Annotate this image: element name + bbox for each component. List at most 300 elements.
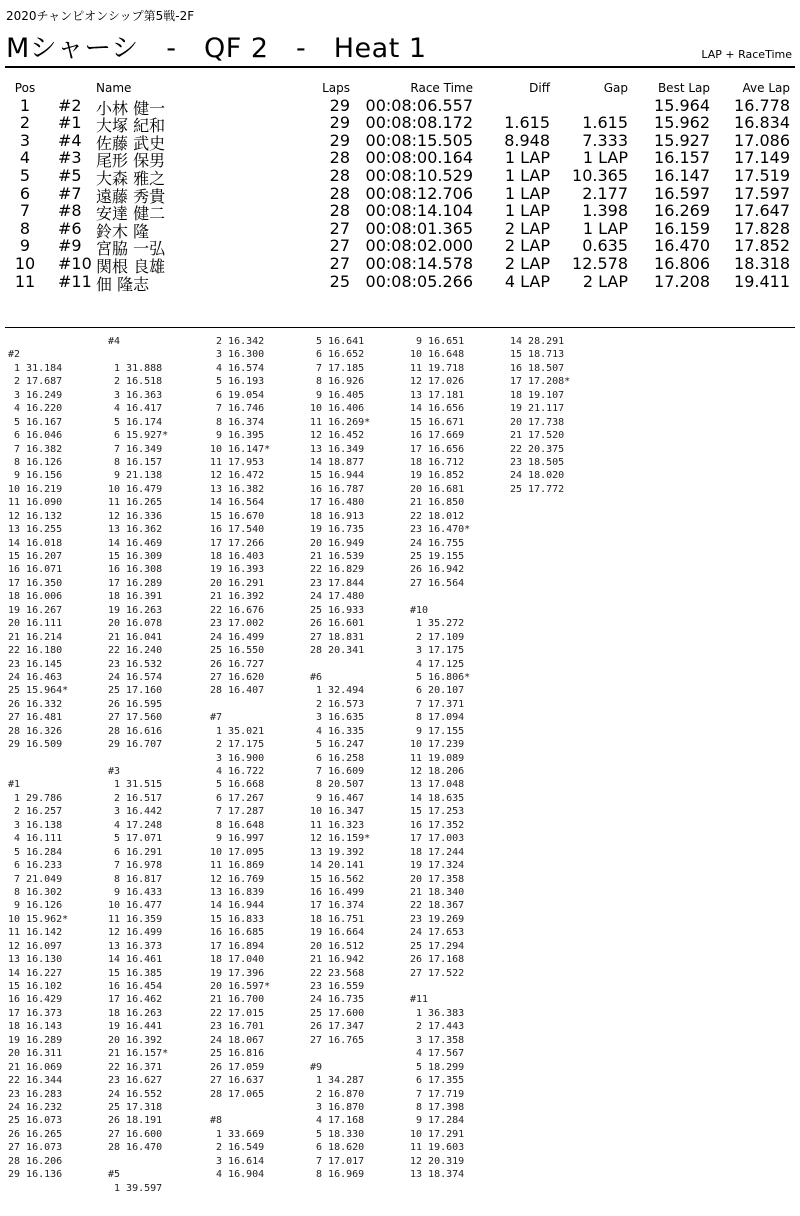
lap-line: 8 16.969 (310, 1169, 365, 1181)
lap-line: 7 16.746 (210, 403, 265, 415)
lap-line: 12 16.452 (310, 430, 365, 442)
result-row (0, 271, 800, 294)
lap-line: 11 19.089 (410, 752, 465, 764)
lap-line: 16 16.071 (8, 564, 63, 576)
lap-line: 29 16.707 (108, 739, 163, 751)
lap-line: 7 17.185 (310, 362, 365, 374)
lap-line: 21 16.942 (310, 954, 365, 966)
lap-times-section (0, 335, 800, 1210)
lap-line: 15 16.671 (410, 416, 465, 428)
lap-line: 10 17.095 (210, 846, 265, 858)
lap-line: 15 16.385 (108, 967, 163, 979)
lap-line: 25 16.933 (310, 604, 365, 616)
lap-line (410, 980, 470, 993)
result-best: 16.157 (654, 148, 710, 168)
lap-line: 5 17.071 (108, 833, 163, 845)
lap-line: 6 16.291 (108, 846, 163, 858)
lap-line: 21 16.392 (210, 591, 265, 603)
lap-line: 16 16.454 (108, 981, 163, 992)
lap-line: 11 16.359 (108, 913, 163, 925)
lap-line: 5 18.299 (410, 1061, 465, 1073)
lap-line: #10 (410, 604, 429, 616)
lap-line: 21 16.041 (108, 631, 163, 643)
result-time: 00:08:05.266 (365, 271, 473, 291)
result-best: 16.597 (654, 183, 710, 203)
lap-line: 25 15.964* (8, 685, 69, 697)
result-best: 15.962 (654, 113, 710, 133)
lap-line: 27 16.600 (108, 1128, 163, 1140)
lap-line: 5 16.806* (410, 671, 471, 683)
lap-line: 25 17.318 (108, 1101, 163, 1113)
lap-line: 10 16.648 (410, 349, 465, 361)
lap-line: 2 17.443 (410, 1021, 465, 1033)
lap-line: 20 16.597* (210, 981, 271, 992)
lap-line: 24 16.755 (410, 537, 465, 549)
result-diff: 1 LAP (504, 201, 550, 221)
lap-line: 15 16.944 (310, 470, 365, 482)
lap-line: 19 17.396 (210, 967, 265, 979)
lap-line: 12 16.499 (108, 927, 163, 939)
lap-line: 18 16.913 (310, 510, 365, 522)
lap-line: 24 18.020 (510, 470, 565, 482)
lap-column (210, 335, 270, 1182)
result-time: 00:08:02.000 (365, 236, 473, 256)
lap-line: 5 16.247 (310, 739, 365, 751)
lap-line: 9 16.467 (310, 792, 365, 804)
lap-line (108, 348, 168, 361)
lap-line: 23 16.532 (108, 658, 163, 670)
lap-line: 17 16.350 (8, 577, 63, 589)
lap-line: 21 17.520 (510, 430, 565, 442)
lap-line: 3 16.249 (8, 389, 63, 401)
lap-line: 7 17.287 (210, 806, 265, 818)
lap-line: 6 19.054 (210, 389, 265, 401)
result-time: 00:08:14.578 (365, 253, 473, 273)
lap-line: 22 20.375 (510, 443, 565, 455)
results-table (0, 78, 800, 294)
lap-line: 8 20.507 (310, 779, 365, 791)
lap-line: 7 16.349 (108, 443, 163, 455)
lap-line: 22 23.568 (310, 967, 365, 979)
lap-line: 27 16.481 (8, 712, 63, 724)
lap-line: 4 16.722 (210, 766, 265, 777)
lap-line: 15 16.102 (8, 981, 63, 992)
lap-line: 22 17.015 (210, 1007, 265, 1019)
result-name: 安達 健二 (96, 204, 166, 224)
lap-line: 12 20.319 (410, 1155, 465, 1167)
lap-line: 29 16.136 (8, 1169, 63, 1181)
col-diff-header: Diff (529, 81, 550, 95)
lap-line (108, 752, 168, 765)
lap-line: 19 16.289 (8, 1034, 63, 1046)
lap-line: 22 16.240 (108, 645, 163, 657)
result-name: 小林 健一 (96, 98, 166, 118)
col-pos-header: Pos (14, 81, 36, 95)
result-gap: 1 LAP (582, 148, 628, 168)
lap-line: 17 17.208* (510, 376, 571, 388)
result-best: 16.147 (654, 165, 710, 185)
lap-line: 10 16.477 (108, 900, 163, 912)
result-ave: 17.852 (734, 236, 790, 256)
lap-line: 26 16.332 (8, 698, 63, 710)
lap-line: 15 17.253 (410, 806, 465, 818)
result-ave: 17.519 (734, 165, 790, 185)
result-ave: 19.411 (734, 271, 790, 291)
lap-line: 3 16.442 (108, 806, 163, 818)
result-name: 鈴木 隆 (96, 221, 150, 241)
lap-line: 25 16.816 (210, 1048, 265, 1060)
lap-line: 21 16.850 (410, 497, 465, 509)
result-name: 佃 隆志 (96, 274, 150, 294)
lap-line: 26 16.265 (8, 1128, 63, 1140)
lap-line: 27 16.620 (210, 671, 265, 683)
lap-line: 2 17.687 (8, 376, 63, 388)
result-best: 16.470 (654, 236, 710, 256)
lap-line (108, 1155, 168, 1168)
col-gap-header: Gap (603, 81, 628, 95)
lap-line: 16 16.429 (8, 994, 63, 1006)
page-title: Mシャーシ - QF 2 - Heat 1 (6, 33, 427, 64)
lap-line: 2 16.517 (108, 792, 163, 804)
lap-column (510, 335, 570, 496)
lap-line: 2 16.870 (310, 1088, 365, 1100)
result-time: 00:08:00.164 (365, 148, 473, 168)
lap-line: 11 17.953 (210, 456, 265, 468)
result-row (0, 95, 800, 118)
lap-line: 9 17.284 (410, 1115, 465, 1127)
result-num: #4 (58, 130, 82, 150)
lap-line: 20 16.311 (8, 1048, 63, 1060)
lap-line: 7 16.609 (310, 766, 365, 777)
lap-line: 23 17.844 (310, 577, 365, 589)
lap-line: 16 16.685 (210, 927, 265, 939)
lap-line: 18 16.751 (310, 913, 365, 925)
lap-line: 25 16.550 (210, 645, 265, 657)
results-header-row (0, 78, 800, 96)
result-best: 16.806 (654, 253, 710, 273)
lap-line: 5 16.641 (310, 336, 365, 347)
result-name: 大森 雅之 (96, 168, 166, 188)
lap-line: 5 16.668 (210, 779, 265, 791)
result-diff: 2 LAP (504, 236, 550, 256)
lap-line: 23 17.002 (210, 618, 265, 630)
result-best: 15.964 (654, 95, 710, 115)
lap-line: 22 18.012 (410, 510, 465, 522)
lap-line: 7 17.719 (410, 1088, 465, 1100)
lap-line: 19 16.393 (210, 564, 265, 576)
lap-line: 14 18.877 (310, 456, 365, 468)
lap-line: 15 16.207 (8, 551, 63, 562)
lap-line: 20 16.392 (108, 1034, 163, 1046)
lap-line: 9 21.138 (108, 470, 163, 482)
lap-line: 6 16.046 (8, 430, 63, 442)
lap-line: 27 16.564 (410, 577, 465, 589)
result-num: #9 (58, 236, 82, 256)
results-body (0, 95, 800, 294)
lap-line: 14 16.461 (108, 954, 163, 966)
result-diff: 1 LAP (504, 183, 550, 203)
result-laps: 27 (329, 253, 350, 273)
lap-line: 24 17.480 (310, 591, 365, 603)
lap-line: 7 21.049 (8, 873, 63, 885)
lap-line: 7 16.978 (108, 860, 163, 872)
lap-line: 14 16.018 (8, 537, 63, 549)
lap-line: 25 16.073 (8, 1115, 63, 1127)
result-gap: 12.578 (572, 253, 628, 273)
result-diff: 4 LAP (504, 271, 550, 291)
table-divider (5, 327, 795, 328)
lap-line: 8 16.302 (8, 886, 63, 898)
lap-line: 26 16.942 (410, 564, 465, 576)
lap-line: 19 16.852 (410, 470, 465, 482)
result-row (0, 218, 800, 241)
lap-line: 1 29.786 (8, 792, 63, 804)
result-time: 00:08:14.104 (365, 201, 473, 221)
lap-line: 9 17.155 (410, 725, 465, 737)
lap-line: 3 16.900 (210, 752, 265, 764)
lap-line: 3 16.870 (310, 1101, 365, 1113)
lap-line: 1 32.494 (310, 685, 365, 697)
lap-line: 3 16.300 (210, 349, 265, 361)
result-ave: 16.834 (734, 113, 790, 133)
lap-line: 4 16.417 (108, 403, 163, 415)
top-divider (5, 66, 795, 68)
lap-line: 11 16.269* (310, 416, 371, 428)
lap-line: 14 18.635 (410, 792, 465, 804)
result-num: #5 (58, 165, 82, 185)
lap-line: 15 16.309 (108, 551, 163, 562)
lap-line: 23 18.505 (510, 456, 565, 468)
result-laps: 29 (329, 95, 350, 115)
result-name: 宮脇 一弘 (96, 239, 166, 259)
report-subtitle: LAP + RaceTime (701, 48, 792, 61)
lap-line: 27 16.073 (8, 1142, 63, 1154)
result-diff: 1 LAP (504, 165, 550, 185)
lap-line: 10 16.347 (310, 806, 365, 818)
lap-line: 6 16.258 (310, 752, 365, 764)
lap-line: 4 16.904 (210, 1169, 265, 1181)
lap-line: 16 16.499 (310, 886, 365, 898)
result-time: 00:08:10.529 (365, 165, 473, 185)
lap-line: 1 31.515 (108, 779, 163, 791)
lap-line: 16 16.308 (108, 564, 163, 576)
lap-line: 14 16.469 (108, 537, 163, 549)
lap-line: 21 16.157* (108, 1048, 169, 1060)
lap-line: 12 16.472 (210, 470, 265, 482)
lap-line: 3 16.363 (108, 389, 163, 401)
lap-line: 21 16.539 (310, 551, 365, 562)
lap-line: 19 21.117 (510, 403, 565, 415)
lap-column (410, 335, 470, 1182)
lap-line (210, 1101, 270, 1114)
lap-line: 13 16.382 (210, 483, 265, 495)
lap-line: 9 16.395 (210, 430, 265, 442)
lap-line: 11 19.603 (410, 1142, 465, 1154)
lap-line: 23 16.283 (8, 1088, 63, 1100)
result-pos: 7 (19, 201, 31, 221)
lap-line: 4 17.168 (310, 1115, 365, 1127)
result-pos: 8 (19, 218, 31, 238)
lap-line: 28 16.326 (8, 725, 63, 737)
lap-line: 19 16.441 (108, 1021, 163, 1033)
result-laps: 28 (329, 148, 350, 168)
lap-line: 3 16.138 (8, 819, 63, 831)
lap-line: 22 16.676 (210, 604, 265, 616)
result-gap: 0.635 (582, 236, 628, 256)
result-num: #10 (58, 253, 92, 273)
lap-line: 3 16.635 (310, 712, 365, 724)
lap-line: 18 16.712 (410, 456, 465, 468)
lap-line: 17 16.480 (310, 497, 365, 509)
result-pos: 6 (19, 183, 31, 203)
event-supertitle: 2020チャンピオンシップ第5戦-2F (6, 9, 195, 23)
lap-line: 26 17.168 (410, 954, 465, 966)
lap-line: 16 17.352 (410, 819, 465, 831)
lap-line: 26 18.191 (108, 1115, 163, 1127)
result-pos: 10 (14, 253, 36, 273)
lap-column (310, 335, 370, 1182)
result-row (0, 165, 800, 188)
lap-line: 17 17.266 (210, 537, 265, 549)
lap-line: 9 16.156 (8, 470, 63, 482)
lap-line: 17 16.289 (108, 577, 163, 589)
lap-line: 11 16.869 (210, 860, 265, 872)
lap-line: 27 16.765 (310, 1034, 365, 1046)
lap-line: 21 16.700 (210, 994, 265, 1006)
lap-line: 23 16.145 (8, 658, 63, 670)
lap-line: 13 16.373 (108, 940, 163, 952)
result-best: 15.927 (654, 130, 710, 150)
lap-line: 28 16.407 (210, 685, 265, 697)
lap-line: 23 19.269 (410, 913, 465, 925)
lap-line: #3 (108, 766, 121, 777)
lap-line: 26 16.601 (310, 618, 365, 630)
result-name: 関根 良雄 (96, 256, 166, 276)
lap-line (8, 752, 68, 765)
result-laps: 28 (329, 165, 350, 185)
lap-line: 20 16.111 (8, 618, 63, 630)
result-pos: 4 (19, 148, 31, 168)
lap-line: 22 18.367 (410, 900, 465, 912)
lap-line: 4 17.567 (410, 1048, 465, 1060)
lap-line: 20 17.358 (410, 873, 465, 885)
result-row (0, 113, 800, 136)
lap-line: 28 16.206 (8, 1155, 63, 1167)
lap-line: 9 16.651 (410, 336, 465, 347)
lap-line: #4 (108, 336, 121, 347)
result-row (0, 236, 800, 259)
lap-line: 1 36.383 (410, 1007, 465, 1019)
lap-line: 24 16.232 (8, 1101, 63, 1113)
col-laps-header: Laps (322, 81, 350, 95)
lap-line: 2 16.342 (210, 336, 265, 347)
lap-line: 23 16.701 (210, 1021, 265, 1033)
lap-line: 9 16.997 (210, 833, 265, 845)
lap-line: 13 16.255 (8, 524, 63, 536)
result-laps: 28 (329, 183, 350, 203)
lap-line: 4 16.111 (8, 833, 63, 845)
lap-line: 6 20.107 (410, 685, 465, 697)
lap-line: 1 33.669 (210, 1128, 265, 1140)
lap-line (310, 658, 370, 671)
lap-line: 10 17.291 (410, 1128, 465, 1140)
lap-line: 12 16.097 (8, 940, 63, 952)
lap-line: 6 16.652 (310, 349, 365, 361)
lap-line: 1 31.888 (108, 362, 163, 374)
lap-line: 20 16.078 (108, 618, 163, 630)
lap-line: 26 16.595 (108, 698, 163, 710)
lap-line: #7 (210, 712, 223, 724)
lap-line: 2 17.109 (410, 631, 465, 643)
result-num: #11 (58, 271, 92, 291)
lap-line: 1 39.597 (108, 1182, 163, 1194)
result-laps: 29 (329, 113, 350, 133)
lap-line: 13 17.048 (410, 779, 465, 791)
lap-line: 24 16.499 (210, 631, 265, 643)
lap-line: 18 16.403 (210, 551, 265, 562)
result-pos: 3 (19, 130, 31, 150)
result-pos: 9 (19, 236, 31, 256)
result-num: #7 (58, 183, 82, 203)
result-laps: 28 (329, 201, 350, 221)
lap-line: 18 16.391 (108, 591, 163, 603)
lap-line: #6 (310, 671, 323, 683)
lap-line: 20 17.738 (510, 416, 565, 428)
result-ave: 17.647 (734, 201, 790, 221)
lap-line: 10 16.479 (108, 483, 163, 495)
lap-line: 19 17.324 (410, 860, 465, 872)
lap-line: 15 16.562 (310, 873, 365, 885)
result-ave: 17.086 (734, 130, 790, 150)
lap-line: 12 16.159* (310, 833, 371, 845)
lap-line: 7 17.371 (410, 698, 465, 710)
lap-line: 10 17.239 (410, 739, 465, 751)
lap-line: 8 16.926 (310, 376, 365, 388)
result-laps: 29 (329, 130, 350, 150)
result-laps: 25 (329, 271, 350, 291)
lap-line: 11 16.323 (310, 819, 365, 831)
lap-line: 25 17.600 (310, 1007, 365, 1019)
lap-line: 24 18.067 (210, 1034, 265, 1046)
lap-line: 16 18.507 (510, 362, 565, 374)
lap-line: 17 16.656 (410, 443, 465, 455)
result-gap: 1.615 (582, 113, 628, 133)
result-row (0, 201, 800, 224)
lap-line: 14 20.141 (310, 860, 365, 872)
lap-line: 27 16.637 (210, 1075, 265, 1087)
lap-line: 2 16.257 (8, 806, 63, 818)
lap-line: 7 17.017 (310, 1155, 365, 1167)
lap-line: 16 17.669 (410, 430, 465, 442)
lap-line: 18 16.006 (8, 591, 63, 603)
lap-line: 25 19.155 (410, 551, 465, 562)
lap-line: 18 16.263 (108, 1007, 163, 1019)
lap-line: 13 16.349 (310, 443, 365, 455)
lap-line (8, 765, 68, 778)
lap-column (108, 335, 168, 1195)
lap-line: 26 17.347 (310, 1021, 365, 1033)
result-gap: 1.398 (582, 201, 628, 221)
lap-line: 11 16.142 (8, 927, 63, 939)
lap-line: 6 16.233 (8, 860, 63, 872)
lap-line: 18 16.143 (8, 1021, 63, 1033)
result-gap: 1 LAP (582, 218, 628, 238)
result-gap: 2.177 (582, 183, 628, 203)
lap-line: 8 16.126 (8, 456, 63, 468)
lap-line: 7 16.382 (8, 443, 63, 455)
lap-line: 5 16.167 (8, 416, 63, 428)
lap-line: 12 16.336 (108, 510, 163, 522)
